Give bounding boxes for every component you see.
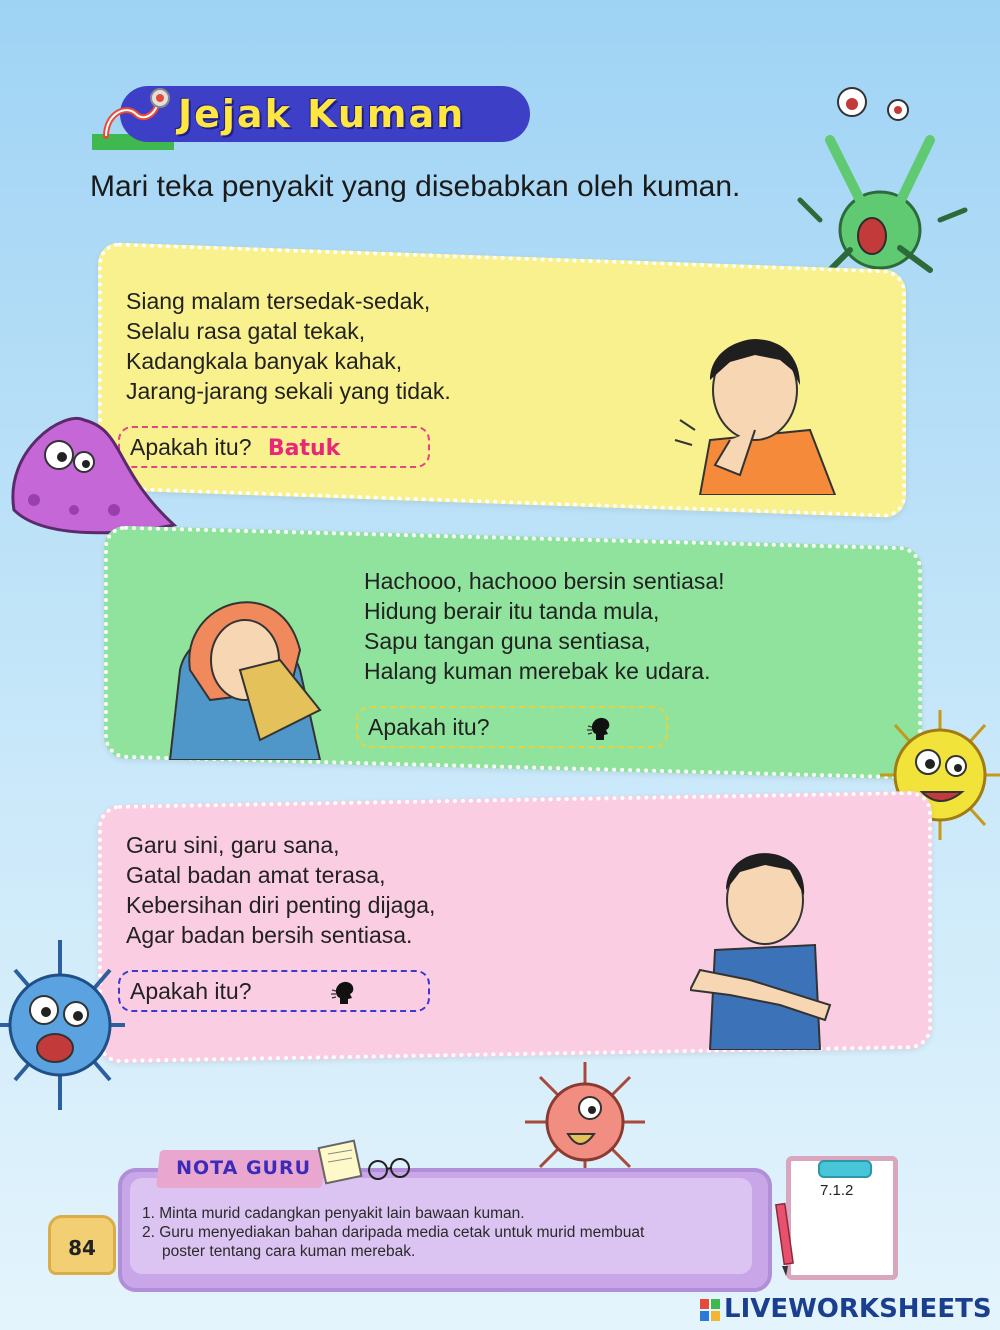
answer-value[interactable]: Batuk [267,436,341,461]
notepad-glasses-icon [316,1138,412,1186]
sneezing-girl-illustration [150,560,340,760]
note-item: poster tentang cara kuman merebak. [162,1243,416,1260]
standard-code: 7.1.2 [820,1182,854,1199]
verse-line: Halang kuman merebak ke udara. [364,658,711,684]
question-label: Apakah itu? [130,978,252,1004]
verse-line: Siang malam tersedak-sedak, [126,288,431,314]
liveworksheets-logo-icon [700,1299,720,1321]
speak-icon[interactable] [586,714,614,742]
verse-line: Agar badan bersih sentiasa. [126,922,413,948]
verse-line: Kadangkala banyak kahak, [126,348,403,374]
note-item: 1. Minta murid cadangkan penyakit lain bawaan kuman. [142,1205,525,1222]
question-label: Apakah itu? [368,714,490,740]
verse-line: Kebersihan diri penting dijaga, [126,892,436,918]
purple-germ-illustration [4,410,184,540]
answer-field-3[interactable] [118,970,430,1012]
verse-line: Gatal badan amat terasa, [126,862,386,888]
verse-line: Hachooo, hachooo bersin sentiasa! [364,568,725,594]
coughing-boy-illustration [660,300,860,495]
title-banner [120,86,530,142]
riddle-1-verse [126,286,451,406]
page-number: 84 [48,1215,116,1275]
riddle-2-verse [364,566,725,686]
teacher-note-list [142,1204,752,1261]
note-item: 2. Guru menyediakan bahan daripada media cetak untuk murid membuat [142,1224,645,1241]
verse-line: Jarang-jarang sekali yang tidak. [126,378,451,404]
verse-line: Selalu rasa gatal tekak, [126,318,366,344]
teacher-note-label: NOTA GURU [176,1157,312,1179]
question-label: Apakah itu? [130,434,252,460]
blue-germ-illustration [0,930,130,1120]
page-title: Jejak Kuman [178,92,466,136]
riddle-3-verse [126,830,435,950]
clipboard-clip [818,1160,872,1178]
scratching-boy-illustration [690,830,840,1050]
verse-line: Sapu tangan guna sentiasa, [364,628,651,654]
teacher-note-tag [156,1150,326,1188]
footer-brand: LIVEWORKSHEETS [724,1294,992,1324]
pen-icon [772,1200,802,1280]
verse-line: Garu sini, garu sana, [126,832,340,858]
green-germ-illustration [790,80,990,280]
instruction-text: Mari teka penyakit yang disebabkan oleh kuman. [90,170,741,203]
stethoscope-icon [96,84,176,144]
speak-icon[interactable] [330,978,358,1006]
answer-field-2[interactable] [356,706,668,748]
verse-line: Hidung berair itu tanda mula, [364,598,660,624]
orange-germ-illustration [520,1062,650,1172]
